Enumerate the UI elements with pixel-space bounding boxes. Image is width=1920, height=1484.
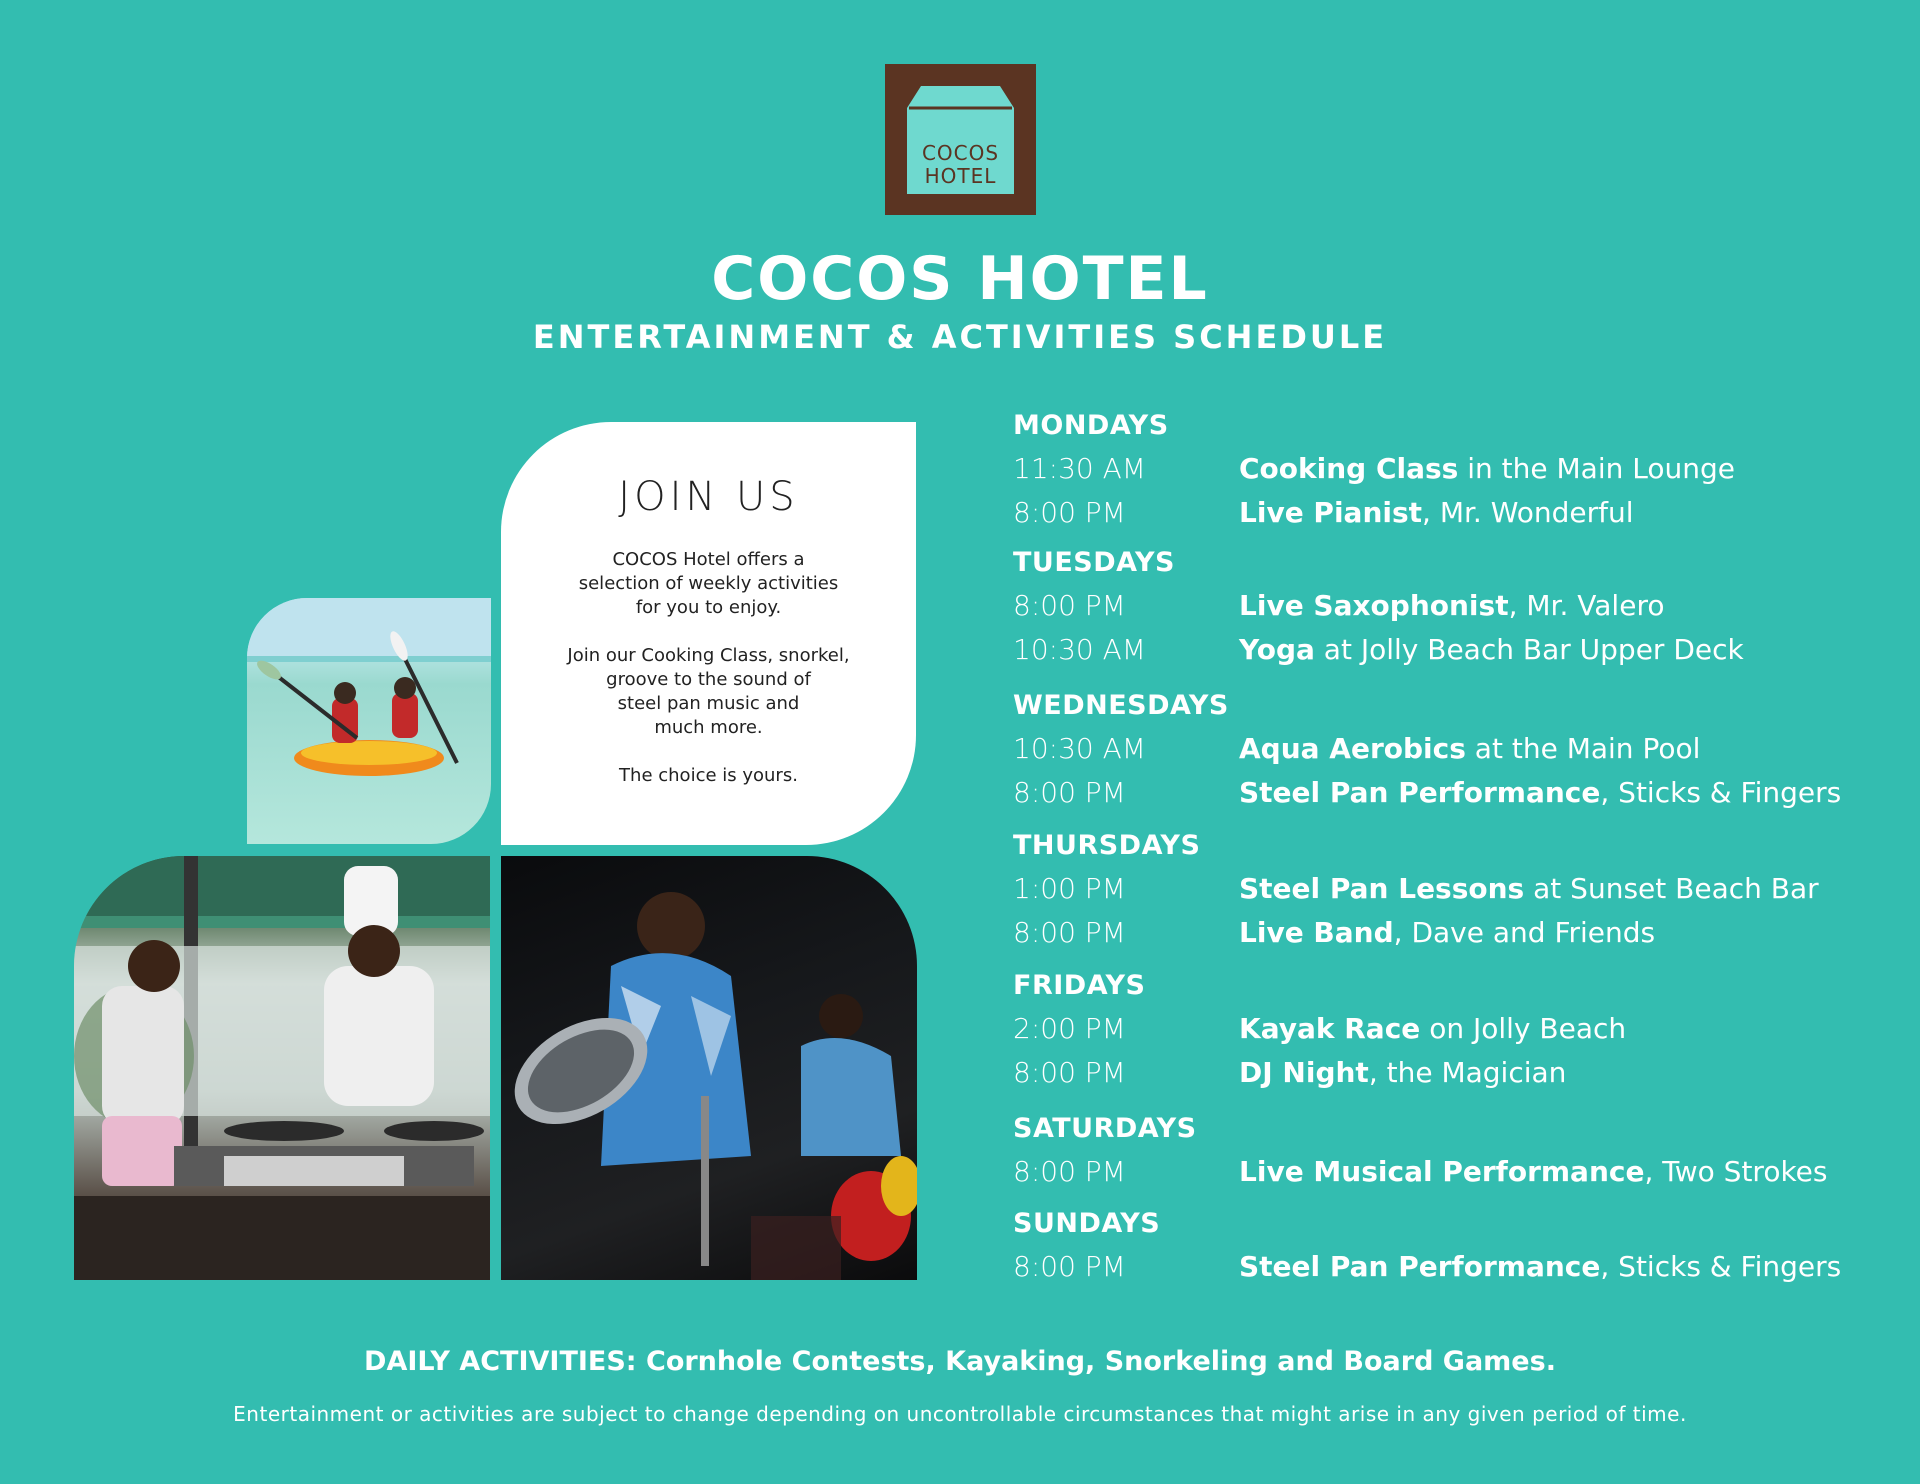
day-heading-tuesdays: TUESDAYS bbox=[1013, 547, 1175, 578]
activity-name: Live Saxophonist bbox=[1239, 589, 1509, 622]
day-heading-wednesdays: WEDNESDAYS bbox=[1013, 690, 1229, 721]
activity-name: Cooking Class bbox=[1239, 452, 1459, 485]
join-us-intro: COCOS Hotel offers a selection of weekly activities for you to enjoy. bbox=[578, 549, 839, 618]
day-heading-fridays: FRIDAYS bbox=[1013, 970, 1146, 1001]
activity-detail: , Dave and Friends bbox=[1393, 916, 1656, 949]
day-heading-saturdays: SATURDAYS bbox=[1013, 1113, 1197, 1144]
join-us-closing: The choice is yours. bbox=[619, 765, 798, 786]
activity-name: Live Pianist bbox=[1239, 496, 1423, 529]
kayak-illustration bbox=[247, 598, 491, 844]
schedule-time: 10:30 AM bbox=[1013, 633, 1146, 666]
activity-detail: on Jolly Beach bbox=[1420, 1012, 1627, 1045]
join-us-card bbox=[501, 422, 916, 845]
activity-detail: at the Main Pool bbox=[1465, 732, 1701, 765]
daily-activities: DAILY ACTIVITIES: Cornhole Contests, Kayaking, Snorkeling and Board Games. bbox=[364, 1346, 1556, 1377]
schedule-time: 8:00 PM bbox=[1013, 916, 1126, 949]
day-heading-sundays: SUNDAYS bbox=[1013, 1208, 1161, 1239]
cooking-illustration bbox=[74, 856, 490, 1280]
activity-detail: , the Magician bbox=[1368, 1056, 1567, 1089]
activity-detail: , Mr. Wonderful bbox=[1422, 496, 1634, 529]
schedule-time: 10:30 AM bbox=[1013, 732, 1146, 765]
activity-name: Aqua Aerobics bbox=[1239, 732, 1466, 765]
logo-text-line1: COCOS bbox=[921, 141, 1000, 165]
activity-detail: at Jolly Beach Bar Upper Deck bbox=[1314, 633, 1744, 666]
logo-text-line2: HOTEL bbox=[924, 164, 997, 188]
schedule-time: 1:00 PM bbox=[1013, 872, 1126, 905]
steel-pan-illustration bbox=[501, 856, 917, 1280]
activity-name: Yoga bbox=[1239, 633, 1315, 666]
activity-name: Steel Pan Performance bbox=[1239, 1250, 1601, 1283]
page-title: COCOS HOTEL bbox=[711, 244, 1209, 314]
schedule-time: 8:00 PM bbox=[1013, 1056, 1126, 1089]
schedule-time: 8:00 PM bbox=[1013, 1250, 1126, 1283]
day-heading-mondays: MONDAYS bbox=[1013, 410, 1169, 441]
schedule-time: 8:00 PM bbox=[1013, 1155, 1126, 1188]
kayak-photo bbox=[247, 598, 491, 844]
activity-name: Live Band bbox=[1239, 916, 1394, 949]
schedule-time: 8:00 PM bbox=[1013, 496, 1126, 529]
activity-detail: , Mr. Valero bbox=[1508, 589, 1665, 622]
join-us-body: Join our Cooking Class, snorkel, groove to the sound of steel pan music and much more. bbox=[567, 645, 850, 738]
activity-detail: , Two Strokes bbox=[1644, 1155, 1828, 1188]
day-heading-thursdays: THURSDAYS bbox=[1013, 830, 1201, 861]
hotel-logo bbox=[885, 64, 1036, 215]
activity-name: Steel Pan Performance bbox=[1239, 776, 1601, 809]
activity-detail: , Sticks & Fingers bbox=[1600, 1250, 1842, 1283]
schedule-time: 8:00 PM bbox=[1013, 776, 1126, 809]
activity-name: Live Musical Performance bbox=[1239, 1155, 1645, 1188]
activity-name: Kayak Race bbox=[1239, 1012, 1421, 1045]
cooking-class-photo bbox=[74, 856, 490, 1280]
activity-detail: in the Main Lounge bbox=[1458, 452, 1735, 485]
activity-name: Steel Pan Lessons bbox=[1239, 872, 1525, 905]
activity-detail: at Sunset Beach Bar bbox=[1524, 872, 1819, 905]
activity-name: DJ Night bbox=[1239, 1056, 1369, 1089]
disclaimer: Entertainment or activities are subject to change depending on uncontrollable circumstances that might arise in any given period of time. bbox=[233, 1402, 1687, 1426]
schedule-time: 8:00 PM bbox=[1013, 589, 1126, 622]
steel-pan-photo bbox=[501, 856, 917, 1280]
activity-detail: , Sticks & Fingers bbox=[1600, 776, 1842, 809]
schedule-time: 11:30 AM bbox=[1013, 452, 1146, 485]
join-us-heading: JOIN US bbox=[618, 474, 799, 520]
schedule-time: 2:00 PM bbox=[1013, 1012, 1126, 1045]
page-subtitle: ENTERTAINMENT & ACTIVITIES SCHEDULE bbox=[532, 318, 1388, 356]
